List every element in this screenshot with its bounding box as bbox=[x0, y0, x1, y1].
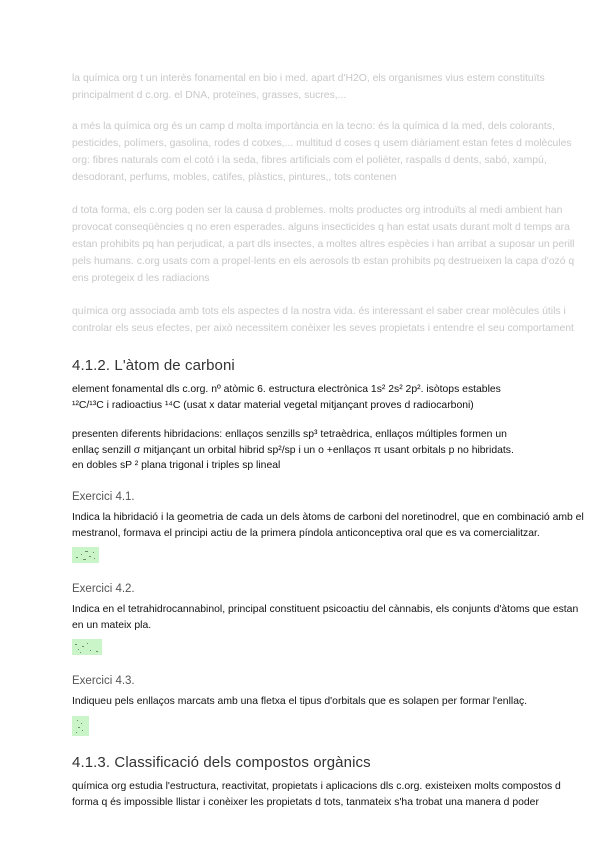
exercise-4-3 bbox=[72, 675, 584, 737]
exercise-text: Indiqueu pels enllaços marcats amb una fletxa el tipus d'orbitals que es solapen per formar l'enllaç. bbox=[72, 695, 528, 707]
hybridization-line-1: presenten diferents hibridacions: enllaços senzills sp³ tetraèdrica, enllaços múltiples formen un bbox=[72, 429, 507, 440]
carbon-element-line-2: ¹²C/¹³C i radioactius ¹⁴C (usat x datar material vegetal mitjançant proves d radiocarboni) bbox=[72, 399, 474, 411]
problems-paragraph: d tota forma, els c.org poden ser la causa d problemes. molts productes org introduïts al medi ambient han provocat conseqüències q no eren esperades. alguns insecticides q han estat usats durant molt d temps ara estan prohibits pq han perjudicat, a part dls insectes, a moltes altres espècies i han arribat a suposar un perill pels humans. c.org usats com a propel·lents en els aerosols tb estan prohibits pq destrueixen la capa d'ozó q ens protegeix d les radiacions bbox=[72, 205, 575, 284]
carbon-element-line-1: element fonamental dls c.org. nº atòmic 6. estructura electrònica 1s² 2s² 2p². isòtops estables bbox=[72, 384, 501, 395]
section-heading-carbon-atom: 4.1.2. L'àtom de carboni bbox=[72, 357, 235, 374]
hybridization-paragraph bbox=[72, 427, 584, 474]
exercise-title: Exercici 4.2. bbox=[72, 582, 135, 595]
technology-paragraph: a més la química org és un camp d molta importància en la tecno: és la química d la med, dels colorants, pesticides, polímers, gasolina, rodes d cotxes,... multitud d coses q usem diàriament estan fetes d molècules org: fibres naturals com el cotó i la seda, fibres artificials com el polièter, raspalls d dents, sabó, xampú, desodorant, perfums, mobles, catifes, plàstics, pintures,, tots contenen bbox=[72, 121, 572, 183]
exercise-text: Indica en el tetrahidrocannabinol, principal constituent psicoactiu del cànnabis, els conjunts d'àtoms que estan en un mateix pla. bbox=[72, 603, 579, 631]
hybridization-line-2: enllaç senzill σ mitjançant un orbital hibrid sp²/sp i un o +enllaços π usant orbitals p no hibridats. bbox=[72, 444, 514, 456]
exercise-title: Exercici 4.3. bbox=[72, 674, 135, 687]
document-page bbox=[72, 70, 584, 825]
exercise-image-thumbnail[interactable] bbox=[72, 639, 102, 655]
exercise-4-1 bbox=[72, 491, 584, 563]
section-heading-classification: 4.1.3. Classificació dels compostos orgànics bbox=[72, 754, 371, 771]
exercise-text: Indica la hibridació i la geometria de cada un dels àtoms de carboni del noretinodrel, que en combinació amb el mestranol, formava el principi actiu de la primera píndola anticonceptiva oral que es va comercialitzar. bbox=[72, 511, 584, 539]
exercise-title: Exercici 4.1. bbox=[72, 490, 135, 503]
classification-paragraph: química org estudia l'estructura, reactivitat, propietats i aplicacions dls c.org. existeixen molts compostos d forma q és impossible llistar i conèixer les propietats d tots, tanmateix s'ha trobat una manera d poder bbox=[72, 781, 561, 808]
exercise-image-thumbnail[interactable] bbox=[72, 716, 89, 736]
hybridization-line-3: en dobles sP ² plana trigonal i triples sp lineal bbox=[72, 460, 281, 471]
carbon-element-paragraph bbox=[72, 382, 584, 413]
exercise-image-thumbnail[interactable] bbox=[72, 547, 99, 563]
exercise-4-2 bbox=[72, 583, 584, 655]
everyday-paragraph: química org associada amb tots els aspectes d la nostra vida. és interessant el saber crear molècules útils i controlar els seus efectes, per això necessitem conèixer les seves propietats i entendre el seu comportament bbox=[72, 306, 574, 334]
intro-paragraph: la química org t un interès fonamental en bio i med. apart d'H2O, els organismes vius estem constituïts principalment d c.org. el DNA, proteïnes, grasses, sucres,... bbox=[72, 73, 545, 101]
